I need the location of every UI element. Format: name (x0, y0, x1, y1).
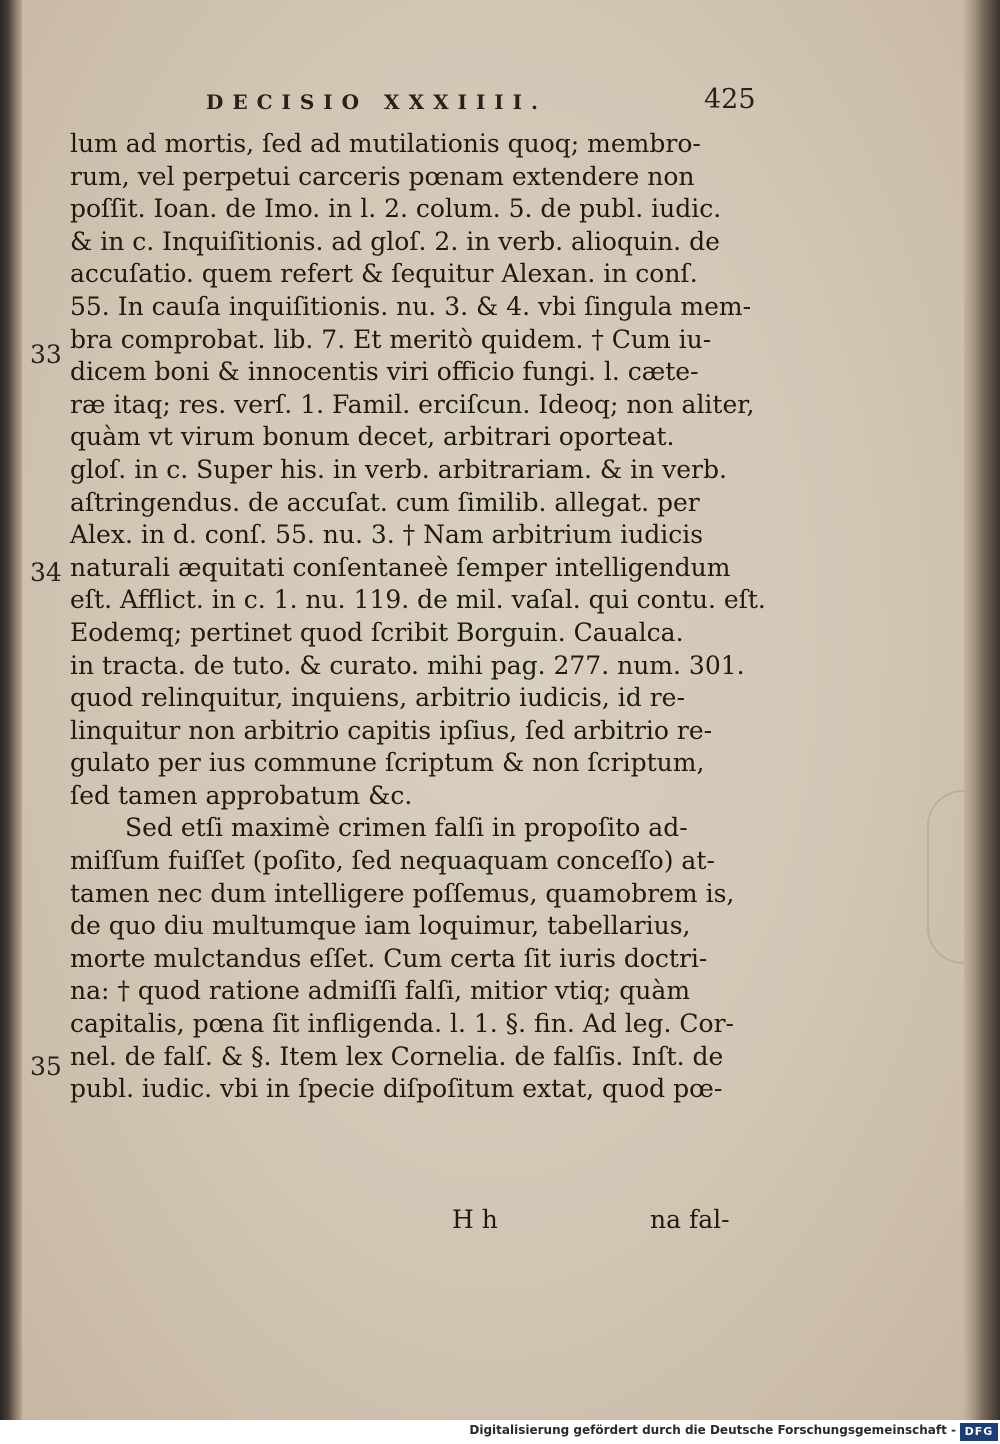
text-line: gulato per ius commune ſcriptum & non ſcriptum, (70, 748, 705, 778)
running-head (182, 84, 756, 118)
text-line: miſſum fuiſſet (poſito, ſed nequaquam conceſſo) at- (70, 846, 715, 876)
text-line: na: † quod ratione admiſſi falſi, mitior vtiq; quàm (70, 976, 691, 1006)
text-line: linquitur non arbitrio capitis ipſius, ſed arbitrio re- (70, 715, 713, 745)
text-line: in tracta. de tuto. & curato. mihi pag. 277. num. 301. (70, 650, 745, 680)
text-line: aſtringendus. de accuſat. cum ſimilib. allegat. per (70, 487, 700, 517)
catchword: na fal- (650, 1205, 730, 1234)
text-line: quàm vt virum bonum decet, arbitrari oporteat. (70, 422, 675, 452)
margin-number: 33 (30, 340, 62, 369)
text-line: eſt. Afflict. in c. 1. nu. 119. de mil. vaſal. qui contu. eſt. (70, 585, 766, 615)
text-line: accuſatio. quem refert & ſequitur Alexan. in conſ. (70, 259, 698, 289)
text-line: Alex. in d. conſ. 55. nu. 3. † Nam arbitrium iudicis (70, 520, 704, 550)
text-line: Eodemq; pertinet quod ſcribit Borguin. Caualca. (70, 617, 684, 647)
margin-number: 35 (30, 1052, 62, 1081)
text-line: nel. de falſ. & §. Item lex Cornelia. de falſis. Inſt. de (70, 1041, 724, 1071)
text-line: morte mulctandus eſſet. Cum certa ſit iuris doctri- (70, 943, 708, 973)
page-number: 425 (704, 84, 756, 115)
text-line: publ. iudic. vbi in ſpecie diſpoſitum extat, quod pœ- (70, 1074, 723, 1104)
text-line: gloſ. in c. Super his. in verb. arbitrariam. & in verb. (70, 454, 727, 484)
funding-notice: Digitalisierung gefördert durch die Deutsche Forschungsgemeinschaft - (469, 1423, 956, 1437)
text-line: de quo diu multumque iam loquimur, tabellarius, (70, 911, 691, 941)
book-edge-right (964, 0, 1000, 1420)
text-line: 55. In cauſa inquiſitionis. nu. 3. & 4. vbi ſingula mem- (70, 291, 752, 321)
text-line: capitalis, pœna ſit infligenda. l. 1. §. fin. Ad leg. Cor- (70, 1009, 734, 1039)
signature-mark: H h (452, 1205, 498, 1234)
text-line: tamen nec dum intelligere poſſemus, quamobrem is, (70, 878, 735, 908)
running-title: DECISIO XXXIIII. (206, 90, 547, 114)
text-line: & in c. Inquiſitionis. ad gloſ. 2. in verb. alioquin. de (70, 226, 720, 256)
text-line: poſſit. Ioan. de Imo. in l. 2. colum. 5. de publ. iudic. (70, 194, 722, 224)
margin-number: 34 (30, 558, 62, 587)
book-gutter-left (0, 0, 22, 1420)
text-line: quod relinquitur, inquiens, arbitrio iudicis, id re- (70, 683, 685, 713)
footer-bar (0, 1420, 1000, 1444)
body-text (70, 128, 770, 1106)
paragraph-first-line: Sed etſi maximè crimen falſi in propoſito ad- (125, 813, 688, 843)
text-line: lum ad mortis, ſed ad mutilationis quoq; membro- (70, 129, 701, 158)
text-line: rum, vel perpetui carceris pœnam extendere non (70, 161, 695, 191)
dfg-logo: DFG (960, 1423, 998, 1441)
text-line: bra comprobat. lib. 7. Et meritò quidem. † Cum iu- (70, 324, 712, 354)
text-line: ræ itaq; res. verſ. 1. Famil. erciſcun. Ideoq; non aliter, (70, 389, 755, 419)
text-line: naturali æquitati conſentaneè ſemper intelligendum (70, 552, 731, 582)
text-line: dicem boni & innocentis viri officio fungi. l. cæte- (70, 357, 699, 387)
signature-line (70, 1205, 770, 1239)
text-line: ſed tamen approbatum &c. (70, 780, 413, 810)
